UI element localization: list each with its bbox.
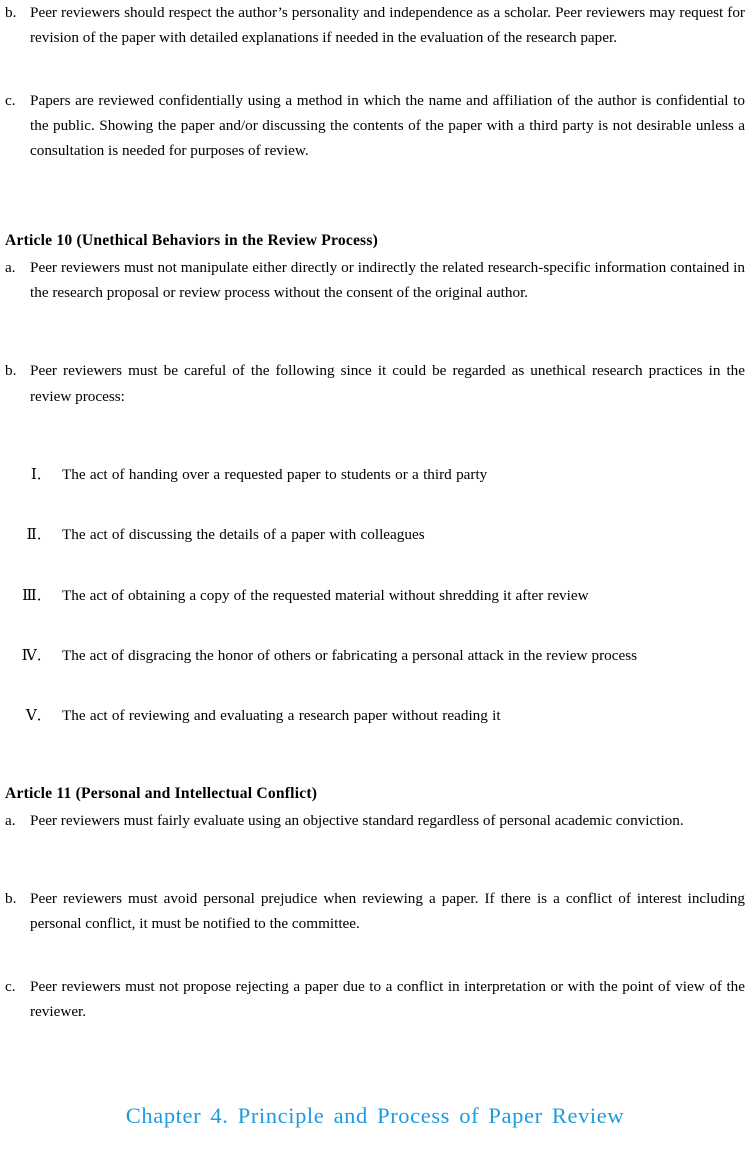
block-spacer: [5, 324, 745, 358]
block-spacer: [5, 956, 745, 974]
list-item: [5, 0, 745, 51]
roman-marker: Ⅴ．: [25, 707, 52, 725]
roman-marker: Ⅲ．: [22, 586, 52, 604]
list-item: [5, 358, 745, 409]
list-item-marker: c.: [5, 91, 16, 109]
list-item-text: The act of disgracing the honor of others or fabricating a personal attack in the review process: [62, 646, 638, 664]
roman-marker: Ⅱ．: [26, 526, 52, 544]
roman-marker: Ⅰ．: [30, 465, 52, 483]
list-item: [5, 583, 745, 608]
section-spacer: [5, 182, 745, 228]
article-11-heading: Article 11 (Personal and Intellectual Conflict): [5, 785, 318, 803]
block-spacer: [5, 428, 745, 462]
list-item-text: Peer reviewers must avoid personal prejudice when reviewing a paper. If there is a conflict of interest including personal conflict, it must be notified to the committee.: [30, 890, 745, 933]
unethical-behaviors-list: [5, 462, 745, 728]
list-item: [5, 703, 745, 728]
list-item-marker: b.: [5, 4, 17, 21]
list-item: [5, 808, 745, 833]
list-item-text: The act of discussing the details of a paper with colleagues: [62, 526, 425, 544]
block-spacer: [5, 70, 745, 88]
list-item-text: Peer reviewers must not manipulate either directly or indirectly the related research-specific information contained in the research proposal or review process without the consent of the original author.: [30, 258, 745, 302]
section-spacer: [5, 763, 745, 781]
list-item: [5, 255, 745, 306]
list-item-marker: a.: [5, 811, 16, 829]
list-item: [5, 462, 745, 487]
roman-marker: Ⅳ．: [21, 646, 52, 664]
list-item-marker: b.: [5, 362, 17, 380]
list-item: [5, 643, 745, 668]
article-10-heading: Article 10 (Unethical Behaviors in the Review Process): [5, 232, 378, 250]
list-item-marker: b.: [5, 890, 17, 908]
list-item-text: The act of reviewing and evaluating a research paper without reading it: [62, 707, 501, 725]
list-item-text: Peer reviewers should respect the author’s personality and independence as a scholar. Peer reviewers may request for revision of the paper with detailed explanations if needed in the evaluation of the research paper.: [30, 4, 745, 47]
list-item-text: Peer reviewers must be careful of the following since it could be regarded as unethical research practices in the review process:: [30, 362, 745, 405]
list-item: [5, 886, 745, 937]
list-item-text: The act of handing over a requested paper to students or a third party: [62, 465, 488, 483]
list-item: [5, 88, 745, 164]
list-item-text: The act of obtaining a copy of the requested material without shredding it after review: [62, 586, 589, 604]
list-item: [5, 522, 745, 547]
list-item-marker: c.: [5, 977, 16, 995]
list-item-text: Peer reviewers must fairly evaluate using an objective standard regardless of personal academic conviction.: [30, 811, 684, 829]
list-item-marker: a.: [5, 258, 16, 276]
list-item: [5, 974, 745, 1025]
list-item-text: Papers are reviewed confidentially using a method in which the name and affiliation of the author is confidential to the public. Showing the paper and/or discussing the contents of the paper with a third party is not desirable unless a consultation is needed for purposes of review.: [30, 91, 745, 160]
list-item-text: Peer reviewers must not propose rejecting a paper due to a conflict in interpretation or with the point of view of the reviewer.: [30, 977, 745, 1020]
chapter-spacer: [5, 1043, 745, 1101]
block-spacer: [5, 852, 745, 886]
chapter-title: Chapter 4. Principle and Process of Paper Review: [125, 1103, 625, 1129]
